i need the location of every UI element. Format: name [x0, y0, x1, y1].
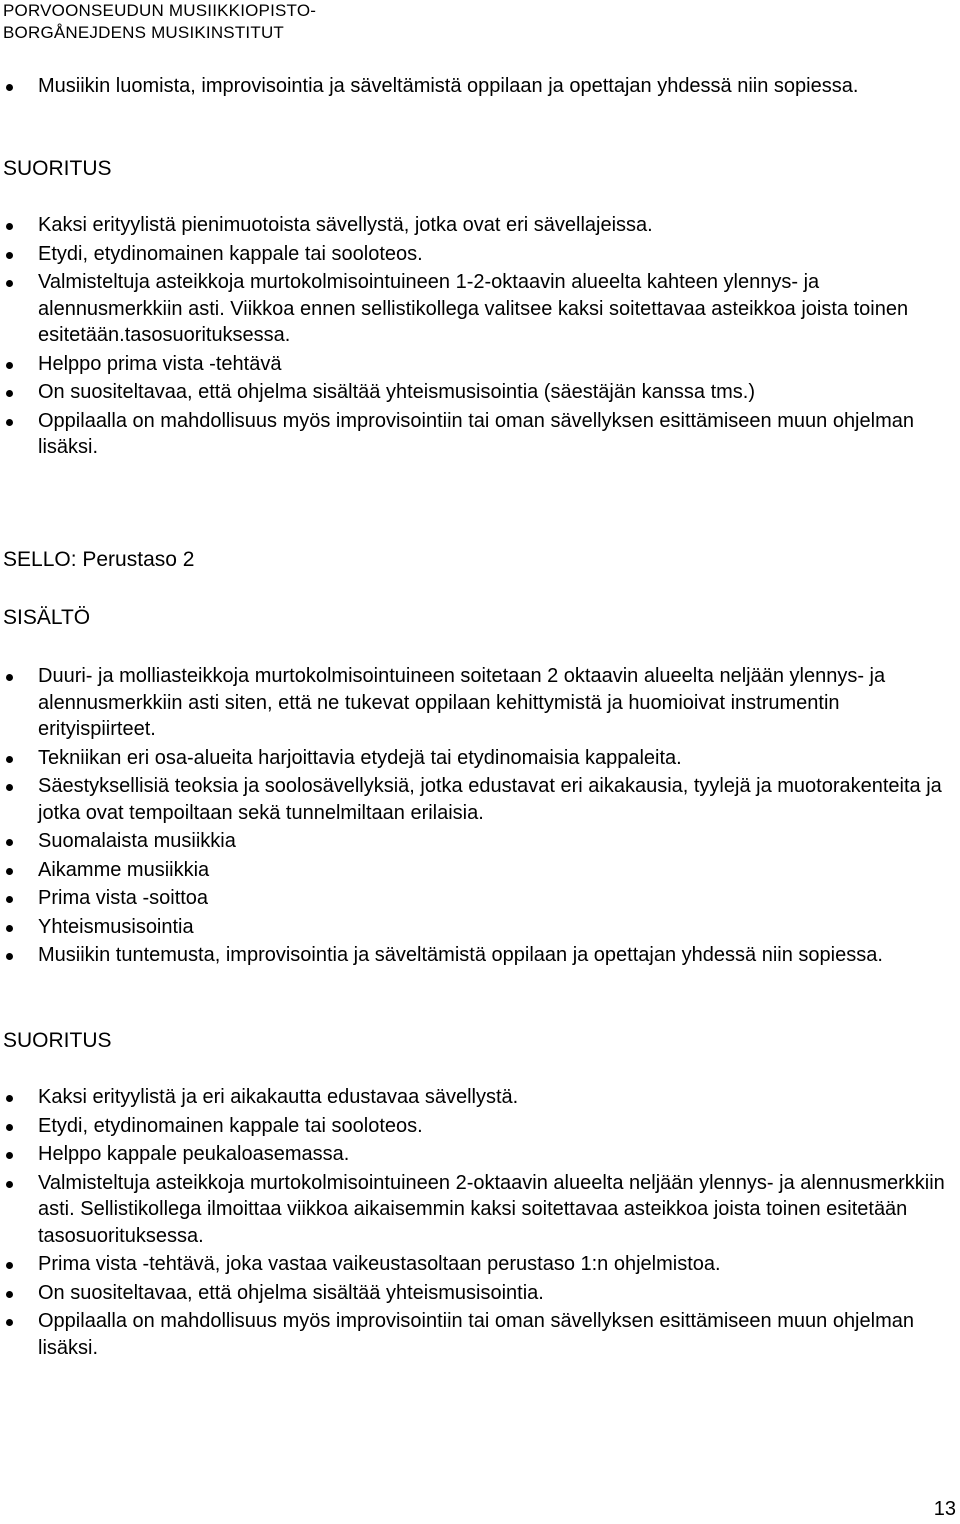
suoritus-heading-1: SUORITUS [3, 157, 112, 180]
list-item: Aikamme musiikkia [3, 857, 953, 884]
list-item: Tekniikan eri osa-alueita harjoittavia etydejä tai etydinomaisia kappaleita. [3, 745, 953, 772]
list-item: Duuri- ja molliasteikkoja murtokolmisointuineen soitetaan 2 oktaavin alueelta neljään ylennys- ja alennusmerkkiin asti siten, että ne tukevat oppilaan kehittymistä ja huomioivat instrumentin erityispiirteet. [3, 663, 953, 743]
list-item: On suositeltavaa, että ohjelma sisältää yhteismusisointia (säestäjän kanssa tms.) [3, 379, 953, 406]
list-item: Yhteismusisointia [3, 914, 953, 941]
list-item: Oppilaalla on mahdollisuus myös improvisointiin tai oman sävellyksen esittämiseen muun ohjelman lisäksi. [3, 1308, 953, 1361]
institution-name-sv: BORGÅNEJDENS MUSIKINSTITUT [3, 23, 285, 42]
page-number: 13 [933, 1498, 956, 1520]
list-item: Etydi, etydinomainen kappale tai sooloteos. [3, 241, 953, 268]
list-item: Musiikin tuntemusta, improvisointia ja säveltämistä oppilaan ja opettajan yhdessä niin sopiessa. [3, 942, 953, 969]
list-item: Kaksi erityylistä pienimuotoista sävellystä, jotka ovat eri sävellajeissa. [3, 212, 953, 239]
institution-name-fi: PORVOONSEUDUN MUSIIKKIOPISTO- [3, 1, 317, 20]
list-item: Etydi, etydinomainen kappale tai sooloteos. [3, 1113, 953, 1140]
list-item: Prima vista -tehtävä, joka vastaa vaikeustasoltaan perustaso 1:n ohjelmistoa. [3, 1251, 953, 1278]
list-item: On suositeltavaa, että ohjelma sisältää yhteismusisointia. [3, 1280, 953, 1307]
list-item: Säestyksellisiä teoksia ja soolosävellyksiä, jotka edustavat eri aikakausia, tyylejä ja muotorakenteita ja jotka ovat tempoiltaan sekä tunnelmiltaan erilaisia. [3, 773, 953, 826]
list-item: Musiikin luomista, improvisointia ja säveltämistä oppilaan ja opettajan yhdessä niin sopiessa. [3, 73, 953, 100]
sisalto-heading: SISÄLTÖ [3, 606, 91, 629]
list-item: Oppilaalla on mahdollisuus myös improvisointiin tai oman sävellyksen esittämiseen muun ohjelman lisäksi. [3, 408, 953, 461]
list-item: Valmisteltuja asteikkoja murtokolmisointuineen 1-2-oktaavin alueelta kahteen ylennys- ja alennusmerkkiin asti. Viikkoa ennen sellistikollega valitsee kaksi soitettavaa asteikkoa joista toinen esitetään.tasosuorituksessa. [3, 269, 953, 349]
list-item: Helppo prima vista -tehtävä [3, 351, 953, 378]
list-item: Helppo kappale peukaloasemassa. [3, 1141, 953, 1168]
list-item: Kaksi erityylistä ja eri aikakautta edustavaa sävellystä. [3, 1084, 953, 1111]
music-creation-list [3, 73, 953, 102]
sisalto-list [3, 663, 953, 971]
document-header [3, 0, 316, 44]
suoritus-list-1 [3, 212, 953, 463]
suoritus-list-2 [3, 1084, 953, 1363]
list-item: Prima vista -soittoa [3, 885, 953, 912]
list-item: Valmisteltuja asteikkoja murtokolmisointuineen 2-oktaavin alueelta neljään ylennys- ja alennusmerkkiin asti. Sellistikollega ilmoittaa viikkoa aikaisemmin kaksi soitettavaa asteikkoa joista toinen esitetään tasosuorituksessa. [3, 1170, 953, 1250]
list-item: Suomalaista musiikkia [3, 828, 953, 855]
suoritus-heading-2: SUORITUS [3, 1029, 112, 1052]
sello-level-title: SELLO: Perustaso 2 [3, 548, 195, 571]
